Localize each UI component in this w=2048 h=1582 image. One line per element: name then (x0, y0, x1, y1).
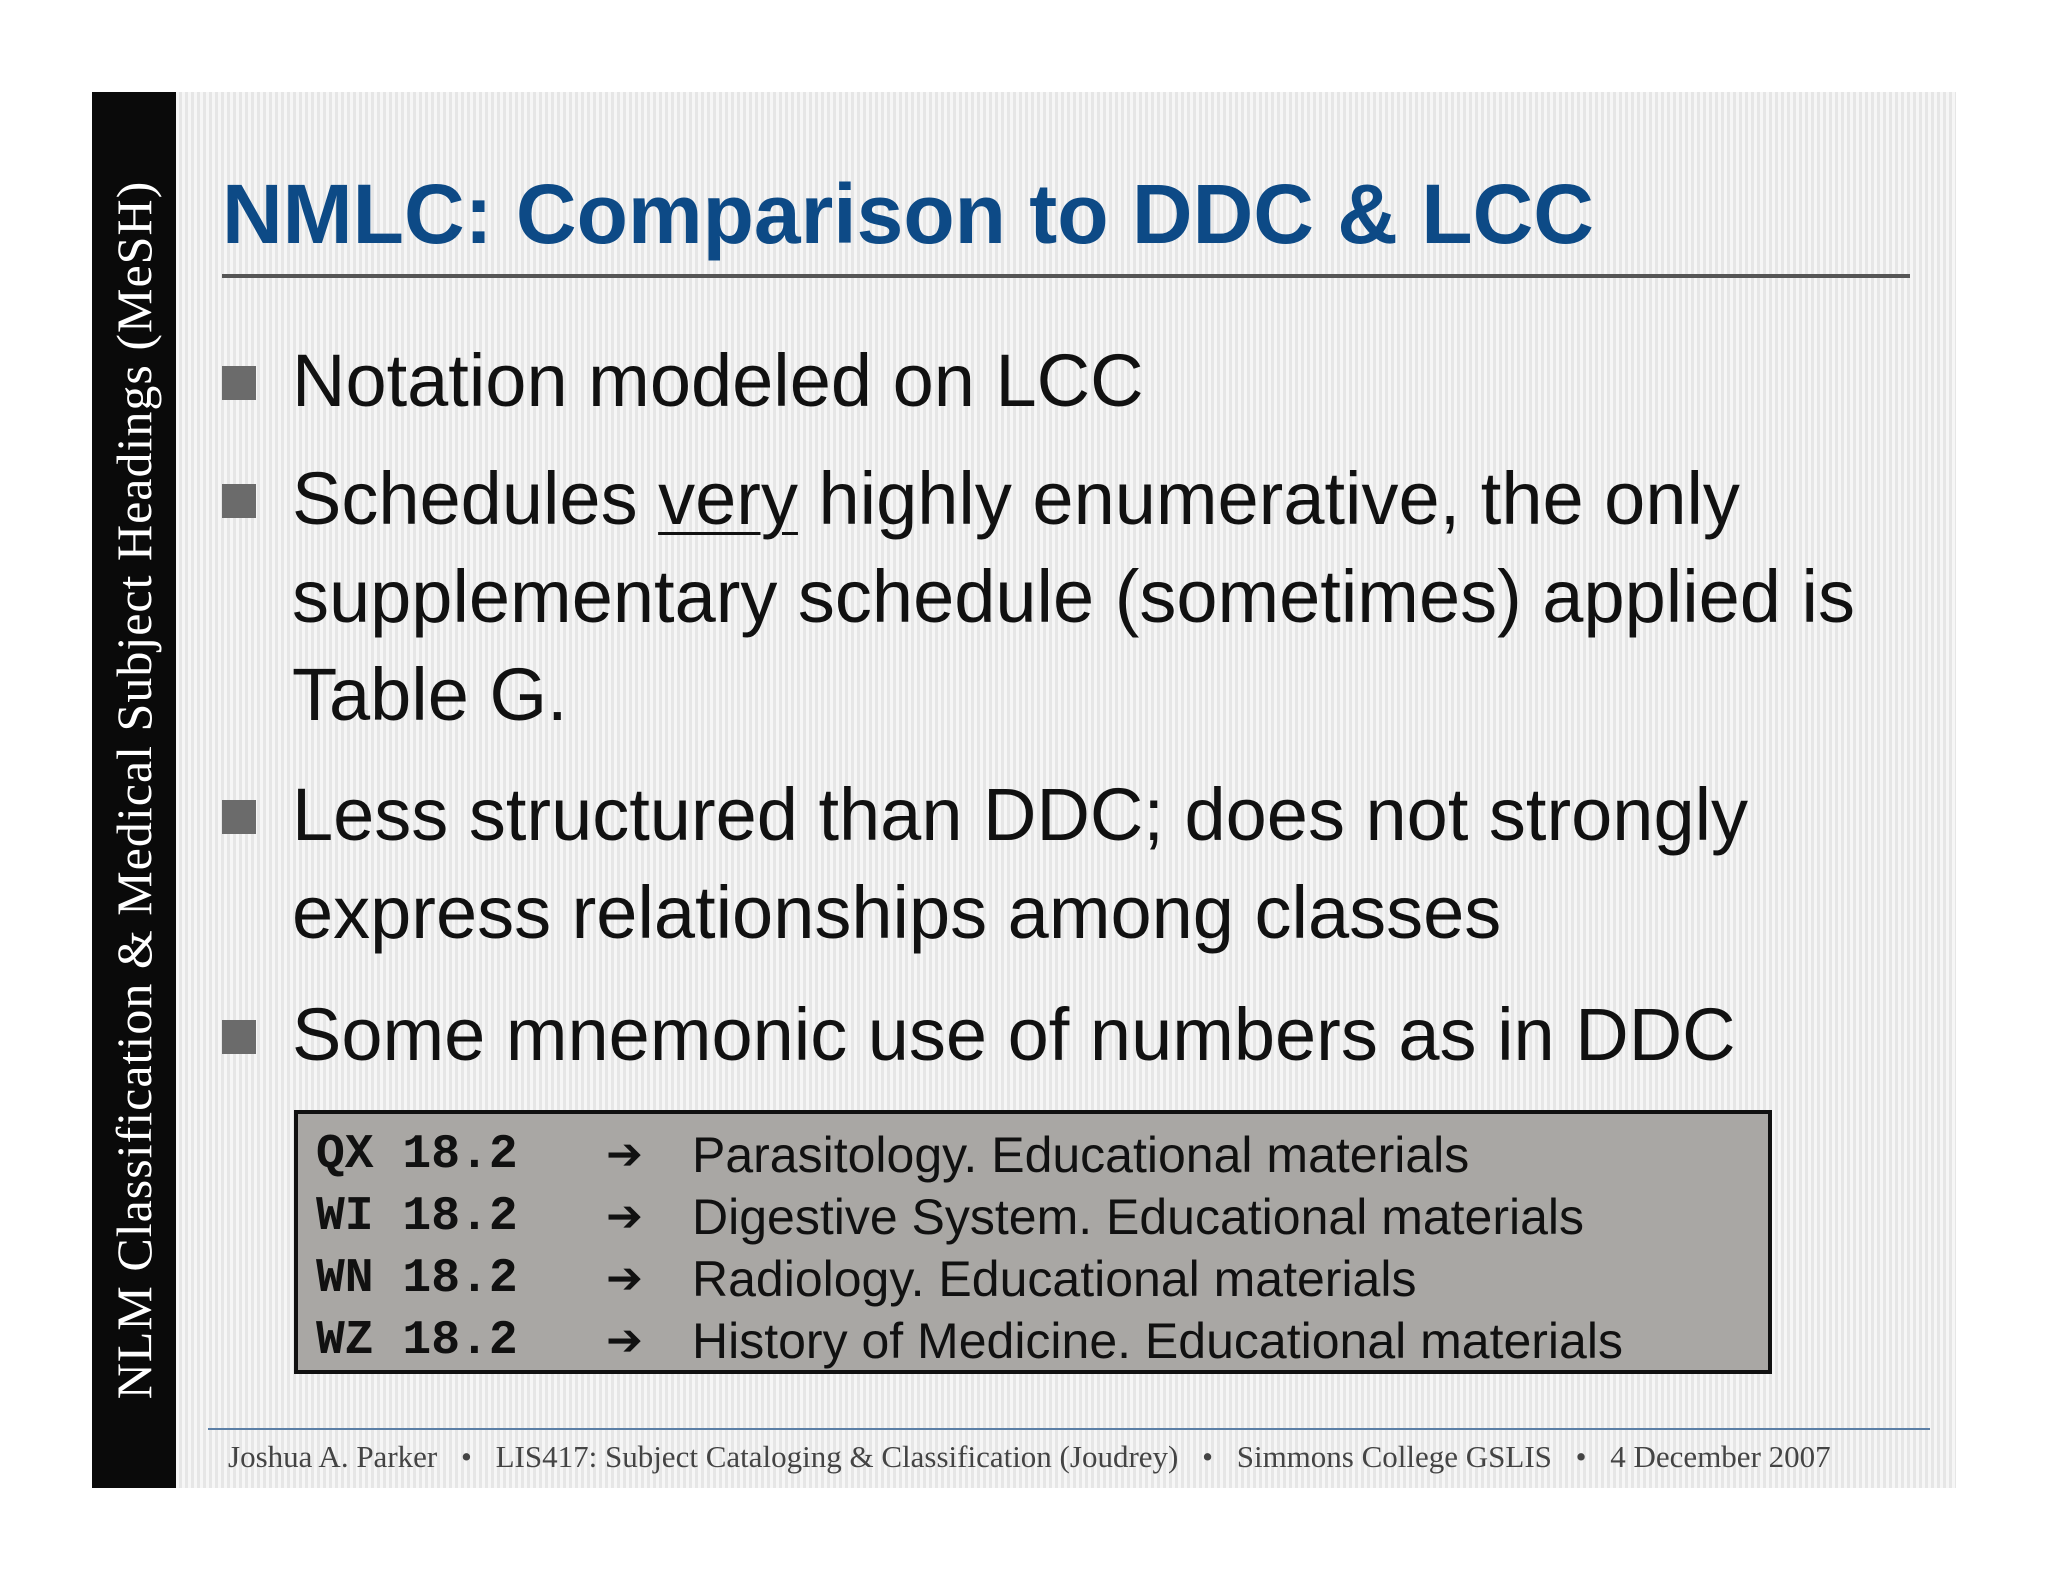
square-bullet-icon (222, 484, 256, 518)
notation-examples-box (294, 1110, 1772, 1374)
bullet-item (222, 766, 1902, 962)
sidebar-band (92, 92, 176, 1488)
class-description: Radiology. Educational materials (692, 1251, 1417, 1307)
bullet-text-part: Schedules (292, 457, 659, 540)
bullet-text: Less structured than DDC; does not strongly express relationships among classes (292, 773, 1769, 954)
emphasis-text: very (658, 457, 798, 540)
class-number: WI 18.2 (316, 1190, 518, 1244)
class-number: WN 18.2 (316, 1252, 518, 1306)
square-bullet-icon (222, 1020, 256, 1054)
notation-row (316, 1248, 1756, 1310)
bullet-text (292, 450, 1902, 744)
footer-divider (208, 1428, 1930, 1430)
arrow-right-icon: ➔ (606, 1129, 643, 1180)
notation-row (316, 1186, 1756, 1248)
footer-institution: Simmons College GSLIS (1236, 1439, 1552, 1474)
square-bullet-icon (222, 366, 256, 400)
class-description: Parasitology. Educational materials (692, 1127, 1470, 1183)
square-bullet-icon (222, 800, 256, 834)
arrow-right-icon: ➔ (606, 1315, 643, 1366)
bullet-item (222, 450, 1902, 744)
notation-row (316, 1124, 1756, 1186)
title-divider (222, 274, 1910, 278)
footer-course: LIS417: Subject Cataloging & Classification (Joudrey) (495, 1439, 1179, 1474)
footer-date: 4 December 2007 (1610, 1439, 1831, 1474)
slide-title: NMLC: Comparison to DDC & LCC (222, 167, 1594, 261)
footer-author: Joshua A. Parker (228, 1439, 438, 1474)
footer-separator: • (460, 1439, 472, 1474)
class-description: History of Medicine. Educational materials (692, 1313, 1623, 1369)
notation-row (316, 1310, 1756, 1372)
bullet-text: Notation modeled on LCC (292, 339, 1144, 422)
class-number: WZ 18.2 (316, 1314, 518, 1368)
arrow-right-icon: ➔ (606, 1191, 643, 1242)
footer-separator: • (1202, 1439, 1213, 1474)
bullet-text-part: highly enumerative, the only supplementary schedule (sometimes) applied is Table G. (292, 457, 1875, 736)
sidebar-title: NLM Classification & Medical Subject Headings (MeSH) (106, 180, 162, 1400)
slide-body (176, 92, 1956, 1488)
footer-separator: • (1575, 1439, 1587, 1474)
arrow-right-icon: ➔ (606, 1253, 643, 1304)
slide-footer (228, 1432, 1928, 1482)
bullet-text: Some mnemonic use of numbers as in DDC (292, 993, 1736, 1076)
bullet-item (222, 986, 1902, 1084)
bullet-item (222, 332, 1902, 430)
class-description: Digestive System. Educational materials (692, 1189, 1585, 1245)
class-number: QX 18.2 (316, 1128, 518, 1182)
